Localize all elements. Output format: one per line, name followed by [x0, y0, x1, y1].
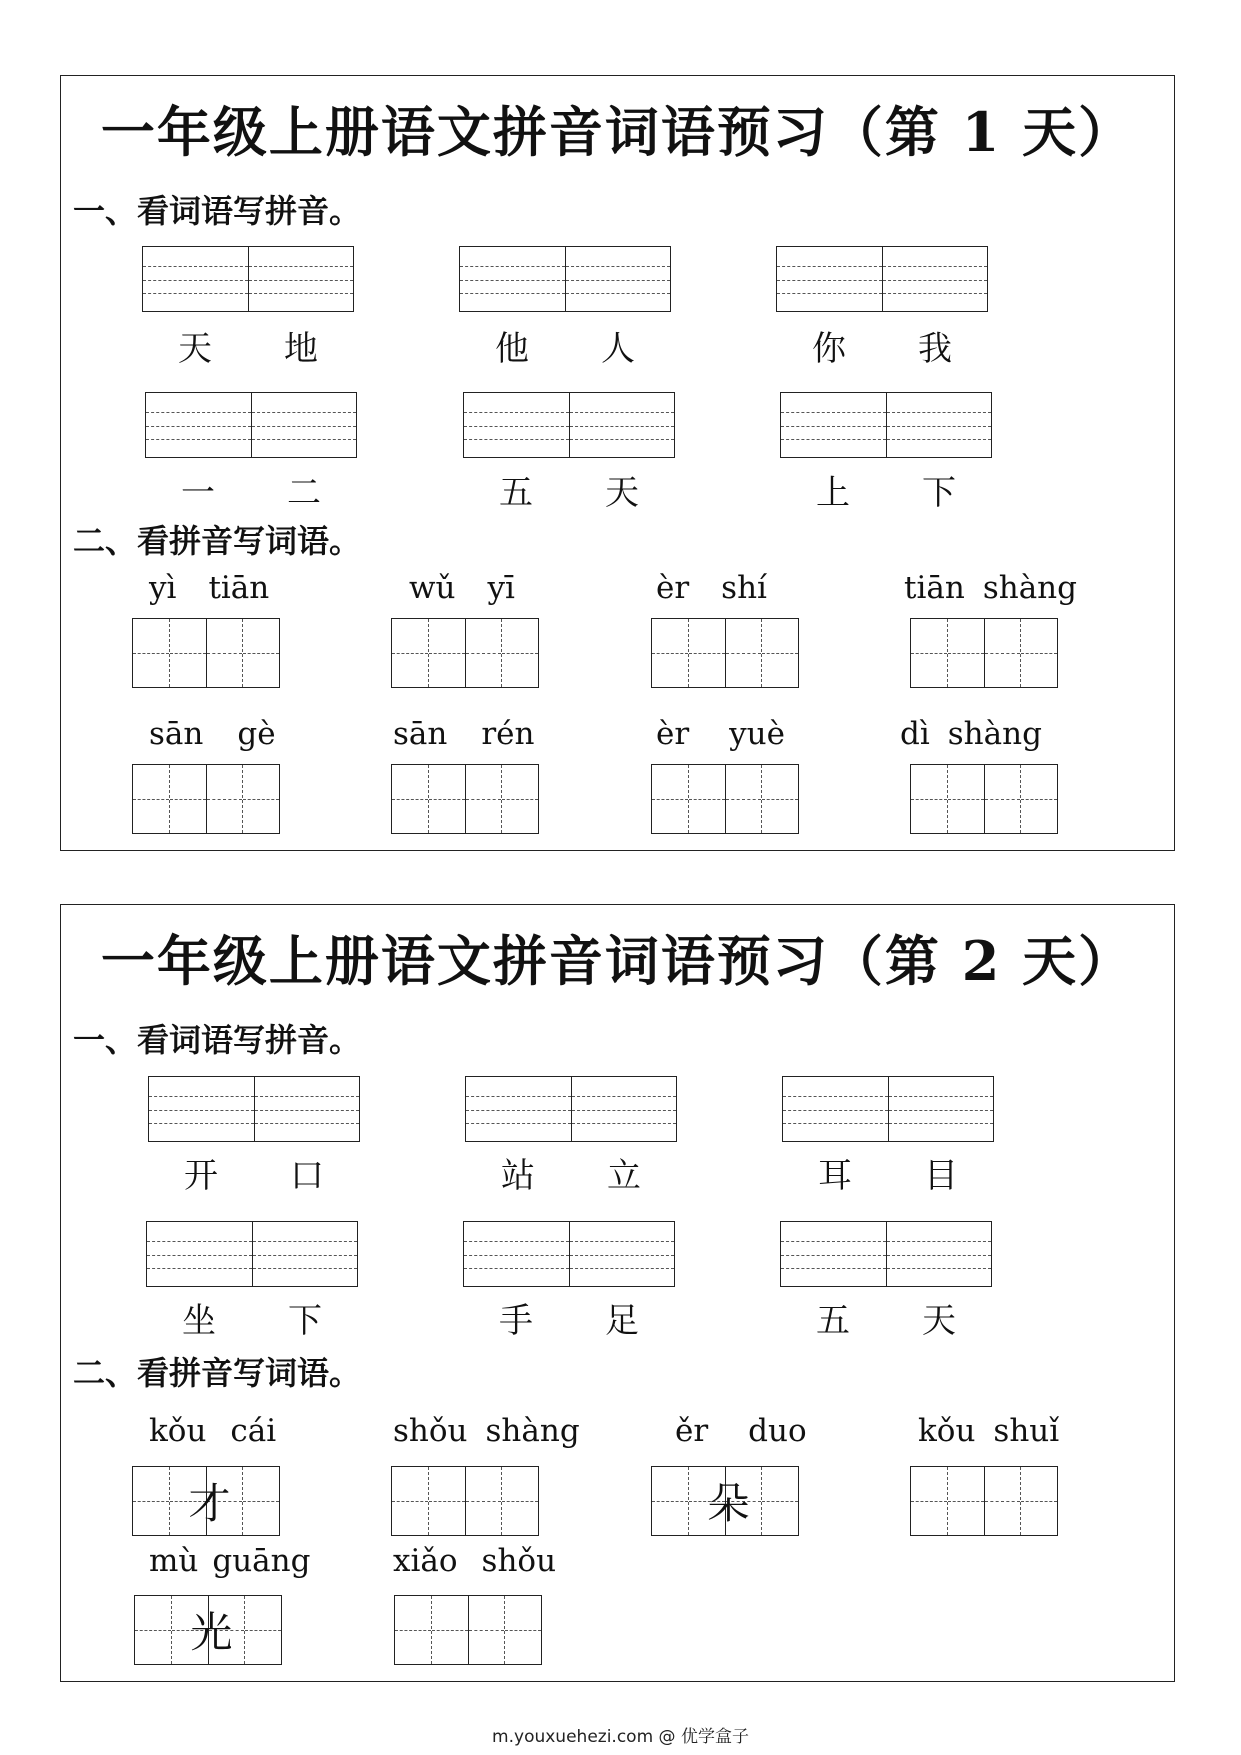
word-item	[146, 1293, 358, 1342]
word-char: 上	[816, 473, 850, 513]
pinyin-prompt: kǒu cái	[149, 1413, 277, 1449]
worksheet-day-1	[60, 75, 1175, 851]
word-char: 我	[918, 329, 952, 369]
footer-watermark: m.youxuehezi.com @ 优学盒子	[492, 1727, 749, 1747]
word-char: 地	[284, 329, 318, 369]
pinyin-writing-box[interactable]	[459, 246, 671, 312]
pinyin-writing-box[interactable]	[463, 392, 675, 458]
pinyin-prompt: tiān shàng	[904, 570, 1077, 606]
pinyin-prompt: ěr duo	[675, 1413, 807, 1449]
pinyin-writing-box[interactable]	[780, 392, 992, 458]
character-writing-grid[interactable]	[651, 618, 799, 688]
character-writing-grid[interactable]	[391, 764, 539, 834]
word-char: 五	[499, 473, 533, 513]
character-writing-grid[interactable]	[910, 618, 1058, 688]
word-char: 开	[184, 1156, 218, 1196]
word-char: 一	[181, 473, 215, 513]
word-item	[782, 1148, 994, 1197]
pinyin-prompt: èr shí	[656, 570, 767, 606]
word-char: 立	[607, 1156, 641, 1196]
pinyin-prompt: xiǎo shǒu	[393, 1543, 557, 1579]
pinyin-prompt: sān gè	[149, 716, 276, 752]
word-item	[465, 1148, 677, 1197]
worksheet-title: 一年级上册语文拼音词语预习（第 2 天）	[100, 929, 1135, 993]
word-item	[142, 321, 354, 370]
word-char: 手	[499, 1301, 533, 1341]
word-char: 下	[922, 473, 956, 513]
pinyin-prompt: kǒu shuǐ	[918, 1413, 1060, 1449]
section-heading-write-pinyin: 一、看词语写拼音。	[73, 192, 362, 230]
pinyin-writing-box[interactable]	[148, 1076, 360, 1142]
pinyin-writing-box[interactable]	[465, 1076, 677, 1142]
pinyin-prompt: dì shàng	[900, 716, 1042, 752]
pinyin-writing-box[interactable]	[463, 1221, 675, 1287]
word-char: 天	[922, 1301, 956, 1341]
character-writing-grid[interactable]: 光	[134, 1595, 282, 1665]
pinyin-prompt: wǔ yī	[409, 570, 515, 606]
worksheet-day-2	[60, 904, 1175, 1682]
character-writing-grid[interactable]	[910, 1466, 1058, 1536]
word-item	[463, 465, 675, 514]
pinyin-prompt: yì tiān	[149, 570, 270, 606]
word-item	[463, 1293, 675, 1342]
pinyin-prompt: shǒu shàng	[393, 1413, 580, 1449]
word-item	[459, 321, 671, 370]
word-char: 下	[288, 1301, 322, 1341]
word-char: 足	[605, 1301, 639, 1341]
word-char: 天	[605, 473, 639, 513]
word-item	[780, 1293, 992, 1342]
word-char: 五	[816, 1301, 850, 1341]
section-heading-write-words: 二、看拼音写词语。	[73, 522, 362, 560]
word-item	[776, 321, 988, 370]
word-char: 口	[290, 1156, 324, 1196]
character-writing-grid[interactable]	[132, 764, 280, 834]
worksheet-title: 一年级上册语文拼音词语预习（第 1 天）	[100, 100, 1135, 164]
character-writing-grid[interactable]	[651, 764, 799, 834]
pinyin-writing-box[interactable]	[776, 246, 988, 312]
word-char: 天	[178, 329, 212, 369]
word-char: 他	[495, 329, 529, 369]
character-writing-grid[interactable]	[132, 618, 280, 688]
word-char: 耳	[818, 1156, 852, 1196]
character-writing-grid[interactable]	[910, 764, 1058, 834]
character-writing-grid[interactable]: 才	[132, 1466, 280, 1536]
word-char: 坐	[182, 1301, 216, 1341]
word-char: 目	[924, 1156, 958, 1196]
word-char: 站	[501, 1156, 535, 1196]
section-heading-write-words: 二、看拼音写词语。	[73, 1354, 362, 1392]
word-item	[148, 1148, 360, 1197]
word-char: 人	[601, 329, 635, 369]
pinyin-writing-box[interactable]	[146, 1221, 358, 1287]
pinyin-prompt: èr yuè	[656, 716, 785, 752]
word-item	[145, 465, 357, 514]
pinyin-writing-box[interactable]	[145, 392, 357, 458]
character-writing-grid[interactable]	[394, 1595, 542, 1665]
word-item	[780, 465, 992, 514]
pinyin-prompt: mù guāng	[149, 1543, 311, 1579]
pinyin-writing-box[interactable]	[780, 1221, 992, 1287]
word-char: 你	[812, 329, 846, 369]
word-char: 二	[287, 473, 321, 513]
pinyin-writing-box[interactable]	[142, 246, 354, 312]
pinyin-writing-box[interactable]	[782, 1076, 994, 1142]
character-writing-grid[interactable]	[391, 1466, 539, 1536]
character-writing-grid[interactable]: 朵	[651, 1466, 799, 1536]
section-heading-write-pinyin: 一、看词语写拼音。	[73, 1021, 362, 1059]
character-writing-grid[interactable]	[391, 618, 539, 688]
pinyin-prompt: sān rén	[393, 716, 535, 752]
